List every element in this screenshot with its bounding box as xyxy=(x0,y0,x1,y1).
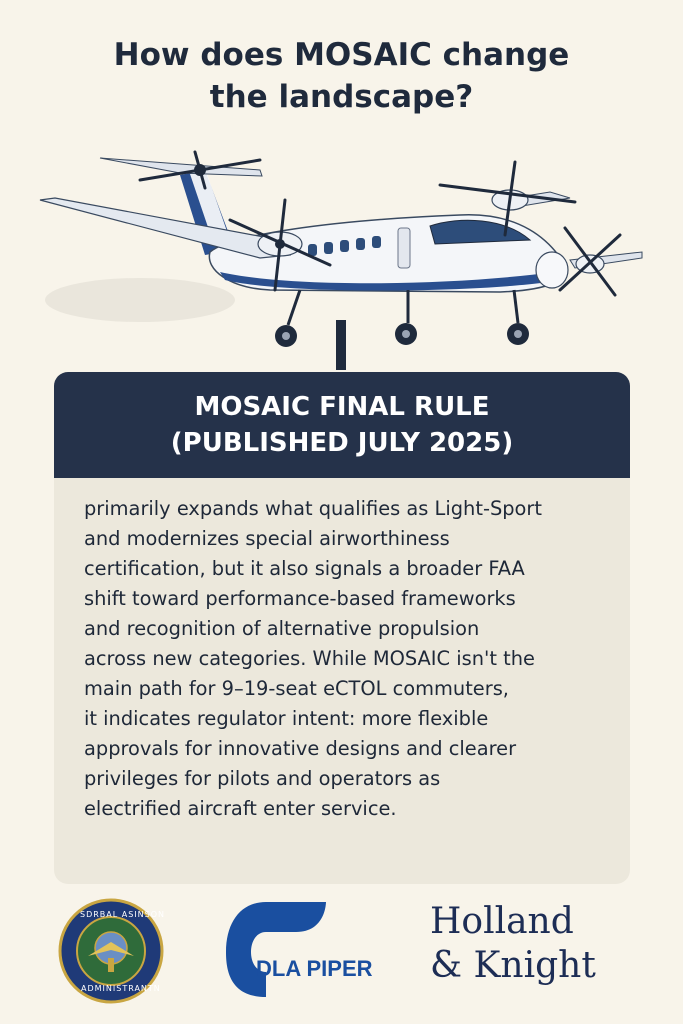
card-header-line-2: (PUBLISHED JULY 2025) xyxy=(170,428,514,458)
card-body-text xyxy=(84,494,624,824)
dla-piper-logo-text: DLA PIPER xyxy=(256,956,373,981)
body-line: and modernizes special airworthiness xyxy=(84,527,450,550)
page-title-line-2: the landscape? xyxy=(209,79,474,115)
hk-line-2: & Knight xyxy=(430,945,596,986)
body-line: and recognition of alternative propulsion xyxy=(84,617,480,640)
seal-top-text: SDRBAL ASINSON xyxy=(80,910,166,919)
card-header xyxy=(54,372,630,478)
body-line: privileges for pilots and operators as xyxy=(84,767,441,790)
logo-row xyxy=(0,890,683,1010)
hk-line-1: Holland xyxy=(430,901,574,942)
card-header-line-1: MOSAIC FINAL RULE xyxy=(194,392,490,422)
holland-knight-logo xyxy=(430,900,596,988)
body-line: shift toward performance-based frameworks xyxy=(84,587,516,610)
electric-aircraft-illustration xyxy=(30,140,650,370)
mosaic-info-card xyxy=(54,372,630,884)
body-line: it indicates regulator intent: more flexible xyxy=(84,707,489,730)
body-line: main path for 9–19-seat eCTOL commuters, xyxy=(84,677,509,700)
page-title xyxy=(0,34,683,118)
seal-bottom-text: ADMINISTRANTN xyxy=(81,984,161,993)
body-line: across new categories. While MOSAIC isn't the xyxy=(84,647,535,670)
page-title-line-1: How does MOSAIC change xyxy=(113,37,570,73)
body-line: electrified aircraft enter service. xyxy=(84,797,397,820)
body-line: approvals for innovative designs and clearer xyxy=(84,737,517,760)
body-line: certification, but it also signals a broader FAA xyxy=(84,557,525,580)
body-line: primarily expands what qualifies as Light-Sport xyxy=(84,497,542,520)
dla-piper-logo-mark xyxy=(226,902,388,1002)
